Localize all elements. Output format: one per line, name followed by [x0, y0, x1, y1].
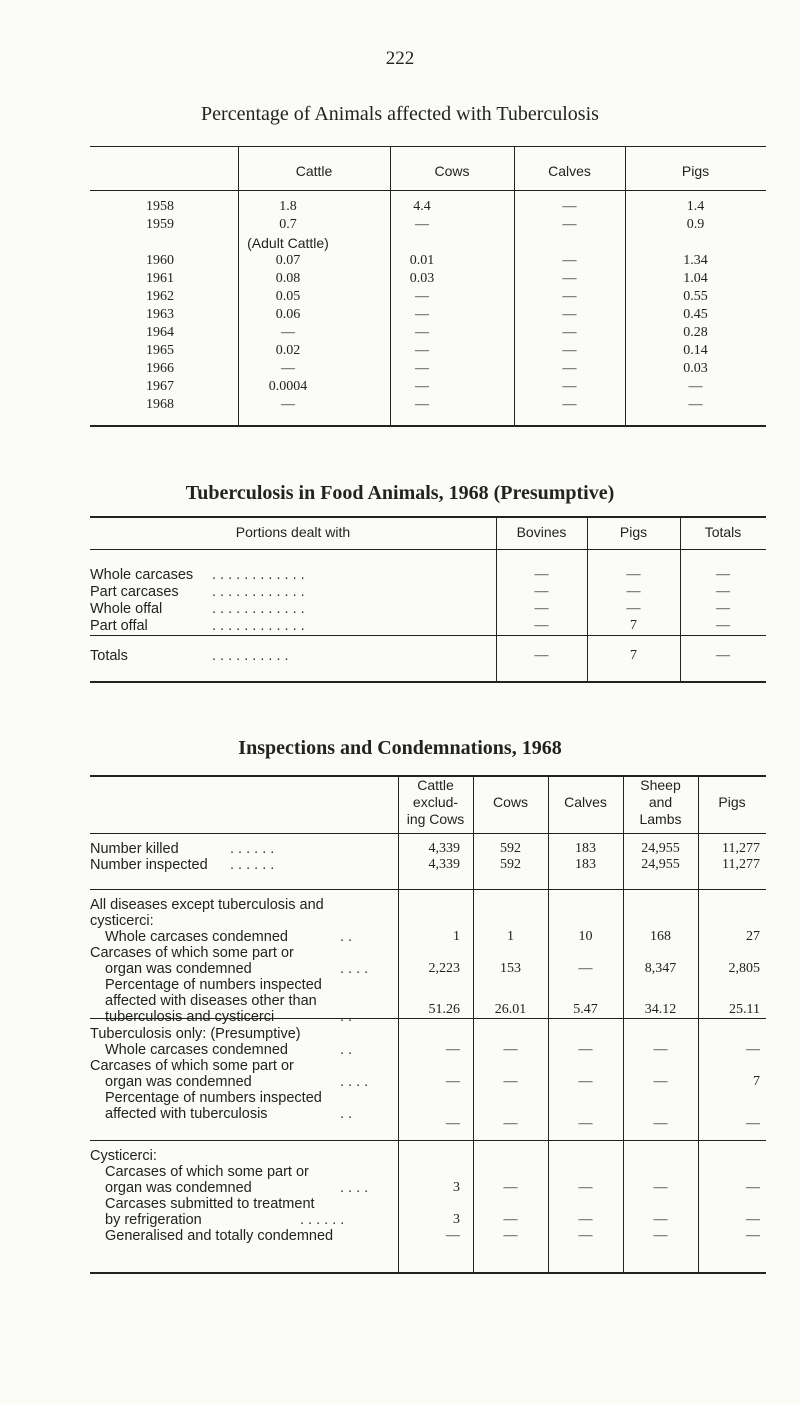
table1-cell-cattle: 0.08 — [275, 271, 301, 286]
table3-value-cell: — — [503, 1042, 518, 1057]
table1-cell-cows: — — [415, 289, 429, 304]
table3-part-label: organ was condemned — [105, 1074, 252, 1090]
table1-cell-pigs: 0.55 — [683, 289, 708, 304]
table1-cell-calves: — — [562, 325, 577, 340]
table3-all-pct-row — [0, 1002, 800, 1024]
table1-bottom-rule — [90, 425, 766, 427]
table3-leader-dots: . . . . — [340, 961, 369, 977]
table2-cell-bovines: — — [534, 618, 549, 633]
table3-value-cell: 7 — [753, 1074, 760, 1089]
table3-header-sheep-line: Lambs — [639, 811, 682, 827]
table3-title: Inspections and Condemnations, 1968 — [238, 737, 562, 759]
table3-value-cell: 153 — [500, 961, 521, 976]
table2-row-leader-dots: . . . . . . . . . . . . — [212, 567, 305, 583]
table1-cell-pigs: 0.28 — [683, 325, 708, 340]
table2-bottom-rule — [90, 681, 766, 683]
table1-cell-cows: 0.01 — [409, 253, 435, 268]
table3-section-all-heading: All diseases except tuberculosis and — [90, 897, 324, 913]
table1-header-cows: Cows — [434, 163, 470, 179]
table3-gen-label: Generalised and totally condemned — [105, 1228, 334, 1244]
table3-leader-dots: . . . . . . — [230, 841, 275, 857]
table3-leader-dots: . . . . . . — [300, 1212, 345, 1228]
table3-value-cell: — — [503, 1212, 518, 1227]
table3-rule — [90, 1140, 766, 1141]
table2-cell-pigs: 7 — [630, 618, 637, 633]
table1-cell-cattle: 0.0004 — [268, 379, 308, 394]
table1-cell-pigs: 1.4 — [686, 199, 705, 214]
table1-cell-calves: — — [562, 217, 577, 232]
table1-cell-year: 1965 — [146, 343, 174, 358]
table2-row-label: Whole carcases — [90, 567, 194, 583]
table3-leader-dots: . . . . . . — [230, 857, 275, 873]
table1-cell-cows: — — [415, 325, 429, 340]
table3-value-cell: — — [746, 1042, 760, 1057]
table1-cell-cattle: (Adult Cattle) — [247, 235, 329, 251]
table1-cell-pigs: 0.45 — [683, 307, 708, 322]
table3-value-cell: — — [746, 1212, 760, 1227]
table3-value-cell: 24,955 — [641, 841, 680, 856]
table2-row-leader-dots: . . . . . . . . . . . . — [212, 584, 305, 600]
table1-cell-cattle: 0.7 — [279, 217, 297, 232]
table1-cell-year: 1961 — [146, 271, 174, 286]
table3-value-cell: 592 — [500, 857, 521, 872]
table2-header-portions: Portions dealt with — [235, 524, 351, 540]
table3-cyst-gen-row — [0, 1228, 800, 1250]
table2-cell-totals: — — [716, 648, 730, 663]
table1-cell-cows: — — [415, 397, 429, 412]
table3-value-cell: — — [446, 1228, 460, 1243]
table3-value-cell: — — [746, 1180, 760, 1195]
table3-value-cell: 10 — [578, 929, 593, 944]
table1-cell-cattle: 0.06 — [275, 307, 301, 322]
table1-cell-pigs: — — [688, 379, 703, 394]
table3-leader-dots: . . — [340, 1042, 353, 1058]
table1-cell-cows: — — [415, 343, 429, 358]
table3-header-sheep-line: Sheep — [640, 777, 681, 793]
table3-value-cell: 1 — [453, 929, 460, 944]
table1-title: Percentage of Animals affected with Tuberculosis — [201, 103, 599, 125]
table1-cell-cattle: — — [281, 397, 295, 412]
table1-cell-year: 1968 — [146, 397, 174, 412]
table3-value-cell: 5.47 — [573, 1002, 598, 1017]
table3-pct-label: Percentage of numbers inspected — [105, 977, 322, 993]
table3-value-cell: — — [503, 1116, 518, 1131]
table2-cell-bovines: — — [534, 567, 549, 582]
table3-leader-dots: . . — [340, 1009, 353, 1025]
table1-cell-cows: — — [415, 379, 429, 394]
table1-cell-cattle: 1.8 — [279, 199, 297, 214]
table3-value-cell: 168 — [650, 929, 671, 944]
table1-cell-year: 1964 — [146, 325, 174, 340]
table2-cell-totals: — — [716, 618, 730, 633]
table3-value-cell: — — [578, 1180, 593, 1195]
table2-row-label: Whole offal — [90, 601, 163, 617]
table2-cell-totals: — — [716, 601, 730, 616]
table1-cell-cows: — — [415, 307, 429, 322]
table3-value-cell: — — [446, 1116, 460, 1131]
table1-cell-year: 1966 — [146, 361, 174, 376]
table3-leader-dots: . . . . — [340, 1180, 369, 1196]
table3-value-cell: — — [578, 961, 593, 976]
table1-cell-pigs: 0.9 — [686, 217, 705, 232]
table3-value-cell: — — [653, 1116, 668, 1131]
table3-header-cattle-line: ing Cows — [406, 811, 465, 827]
table3-part-label: Carcases of which some part or — [105, 1164, 309, 1180]
table1-cell-cattle: 0.05 — [275, 289, 301, 304]
table1-cell-cows: — — [415, 361, 429, 376]
table3-number-inspected-label: Number inspected — [90, 857, 208, 873]
table1-cell-calves: — — [562, 379, 577, 394]
table-row — [0, 397, 800, 419]
table3-value-cell: 4,339 — [428, 841, 460, 856]
table3-value-cell: — — [653, 1042, 668, 1057]
table3-part-label: Carcases of which some part or — [90, 1058, 294, 1074]
table1-cell-year: 1959 — [146, 217, 174, 232]
table3-refrig-label: by refrigeration — [105, 1212, 202, 1228]
table3-number-inspected-row — [0, 857, 800, 879]
table2-row-leader-dots: . . . . . . . . . . — [212, 648, 289, 664]
table3-value-cell: — — [503, 1228, 518, 1243]
table3-value-cell: 3 — [453, 1212, 460, 1227]
table3-pct-label: tuberculosis and cysticerci — [105, 1009, 275, 1025]
table3-pct-label: affected with tuberculosis — [105, 1106, 268, 1122]
table1-header-rule — [90, 190, 766, 191]
table2-cell-pigs: — — [626, 567, 641, 582]
table3-value-cell: — — [446, 1074, 460, 1089]
table3-header-sheep-line: and — [648, 794, 673, 810]
table3-tb-pct-row — [0, 1116, 800, 1138]
table3-header-cattle-line: exclud- — [412, 794, 459, 810]
table3-whole-label: Whole carcases condemned — [105, 1042, 288, 1058]
table1-cell-pigs: 0.03 — [683, 361, 708, 376]
table3-value-cell: — — [746, 1228, 760, 1243]
table3-section-cyst-heading: Cysticerci: — [90, 1148, 157, 1164]
table3-pct-label: Percentage of numbers inspected — [105, 1090, 322, 1106]
table2-header-pigs: Pigs — [619, 524, 648, 540]
table3-value-cell: 183 — [575, 857, 596, 872]
table2-top-rule — [90, 516, 766, 518]
table3-value-cell: — — [503, 1074, 518, 1089]
table2-totals-row — [0, 648, 800, 670]
table3-value-cell: 8,347 — [644, 961, 677, 976]
table3-value-cell: — — [653, 1228, 668, 1243]
table3-value-cell: — — [653, 1180, 668, 1195]
table3-value-cell: — — [578, 1042, 593, 1057]
table2-title: Tuberculosis in Food Animals, 1968 (Presumptive) — [185, 482, 615, 504]
table3-value-cell: 34.12 — [644, 1002, 677, 1017]
table3-value-cell: — — [446, 1042, 460, 1057]
table1-cell-calves: — — [562, 361, 577, 376]
table3-value-cell: — — [653, 1212, 668, 1227]
table1-cell-pigs: 1.34 — [683, 253, 708, 268]
table3-part-label: organ was condemned — [105, 961, 252, 977]
table3-value-cell: 27 — [746, 929, 760, 944]
table3-header-cattle-line: Cattle — [417, 777, 454, 793]
table3-pct-label: affected with diseases other than — [105, 993, 317, 1009]
table2-cell-pigs: 7 — [630, 648, 637, 663]
table3-part-label: organ was condemned — [105, 1180, 252, 1196]
table1-cell-calves: — — [562, 307, 577, 322]
table1-cell-cattle: — — [281, 361, 295, 376]
table3-leader-dots: . . . . — [340, 1074, 369, 1090]
table3-value-cell: — — [503, 1180, 518, 1195]
table3-value-cell: 3 — [453, 1180, 460, 1195]
table1-cell-year: 1963 — [146, 307, 174, 322]
table3-value-cell: 1 — [507, 929, 514, 944]
table3-value-cell: 26.01 — [494, 1002, 527, 1017]
table1-cell-pigs: 1.04 — [683, 271, 708, 286]
table2-cell-totals: — — [716, 567, 730, 582]
table1-cell-calves: — — [562, 199, 577, 214]
table3-value-cell: — — [578, 1074, 593, 1089]
table3-refrig-label: Carcases submitted to treatment — [105, 1196, 315, 1212]
table3-part-label: Carcases of which some part or — [90, 945, 294, 961]
table1-cell-cattle: 0.07 — [275, 253, 301, 268]
table1-cell-calves: — — [562, 397, 577, 412]
table1-cell-cows: — — [415, 217, 429, 232]
table1-cell-year: 1962 — [146, 289, 174, 304]
table3-value-cell: — — [578, 1116, 593, 1131]
table2-cell-bovines: — — [534, 648, 549, 663]
table1-cell-cattle: 0.02 — [275, 343, 301, 358]
table3-leader-dots: . . — [340, 929, 353, 945]
table3-header-pigs: Pigs — [718, 794, 746, 810]
table1-cell-year: 1958 — [146, 199, 174, 214]
table1-cell-calves: — — [562, 343, 577, 358]
table3-value-cell: 11,277 — [722, 857, 760, 872]
table1-cell-calves: — — [562, 289, 577, 304]
table3-value-cell: 2,223 — [428, 961, 460, 976]
table1-cell-year: 1967 — [146, 379, 174, 394]
table3-value-cell: 25.11 — [729, 1002, 760, 1017]
table2-cell-bovines: — — [534, 584, 549, 599]
table3-header-cattle — [398, 777, 473, 828]
table3-rule — [90, 889, 766, 890]
table3-value-cell: 4,339 — [428, 857, 460, 872]
page-number: 222 — [385, 48, 415, 69]
table3-value-cell: — — [746, 1116, 760, 1131]
table1-header-cattle: Cattle — [295, 163, 333, 179]
table1-cell-pigs: 0.14 — [683, 343, 708, 358]
table3-header-rule — [90, 833, 766, 834]
table3-value-cell: 51.26 — [428, 1002, 460, 1017]
table1-header-calves: Calves — [548, 163, 591, 179]
table2-row-label: Totals — [90, 648, 128, 664]
table1-header-pigs: Pigs — [681, 163, 710, 179]
table3-value-cell: 11,277 — [722, 841, 760, 856]
table1-cell-calves: — — [562, 271, 577, 286]
table3-value-cell: 592 — [500, 841, 521, 856]
table2-cell-totals: — — [716, 584, 730, 599]
table1-top-rule — [90, 146, 766, 147]
table3-header-sheep — [623, 777, 698, 828]
table2-cell-pigs: — — [626, 601, 641, 616]
table3-leader-dots: . . — [340, 1106, 353, 1122]
table3-section-all-heading: cysticerci: — [90, 913, 154, 929]
table3-header-cows: Cows — [492, 794, 528, 810]
table3-value-cell: 24,955 — [641, 857, 680, 872]
table2-header-totals: Totals — [704, 524, 742, 540]
table3-bottom-rule — [90, 1272, 766, 1274]
table1-cell-cattle: — — [281, 325, 295, 340]
table2-row-leader-dots: . . . . . . . . . . . . — [212, 601, 305, 617]
table2-row-label: Part offal — [90, 618, 148, 634]
table1-cell-cows: 0.03 — [409, 271, 435, 286]
table3-header-calves: Calves — [564, 794, 607, 810]
table2-row-label: Part carcases — [90, 584, 179, 600]
table2-header-rule — [90, 549, 766, 550]
table1-cell-pigs: — — [688, 397, 703, 412]
table3-value-cell: 2,805 — [728, 961, 760, 976]
table2-row-leader-dots: . . . . . . . . . . . . — [212, 618, 305, 634]
table-row — [0, 618, 800, 640]
table3-section-tb-heading: Tuberculosis only: (Presumptive) — [90, 1026, 301, 1042]
table1-cell-year: 1960 — [146, 253, 174, 268]
table3-value-cell: 183 — [575, 841, 596, 856]
table3-number-killed-label: Number killed — [90, 841, 179, 857]
table3-value-cell: — — [578, 1228, 593, 1243]
table3-value-cell: — — [578, 1212, 593, 1227]
table1-cell-cows: 4.4 — [413, 199, 431, 214]
table3-whole-label: Whole carcases condemned — [105, 929, 288, 945]
table3-value-cell: — — [653, 1074, 668, 1089]
table1-cell-calves: — — [562, 253, 577, 268]
table2-cell-pigs: — — [626, 584, 641, 599]
table2-header-bovines: Bovines — [516, 524, 567, 540]
table2-cell-bovines: — — [534, 601, 549, 616]
